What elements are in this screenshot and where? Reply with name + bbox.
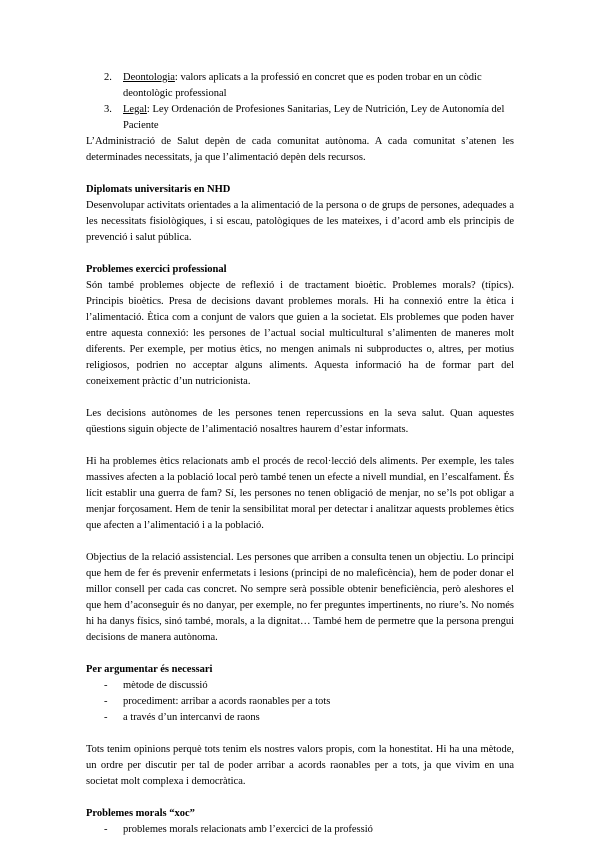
dash-bullet: - xyxy=(104,696,108,707)
spacer xyxy=(86,390,514,406)
numbered-item-legal xyxy=(86,102,514,134)
item-text: : Ley Ordenación de Profesiones Sanitarias, Ley de Nutrición, Ley de Autonomía del Paciente xyxy=(123,104,505,131)
spacer xyxy=(86,726,514,742)
item-term-legal: Legal xyxy=(123,104,147,115)
item-term-deontologia: Deontologia xyxy=(123,72,175,83)
section-text-nhd: Desenvolupar activitats orientades a la alimentació de la persona o de grups de persones, adequades a les necessitats fisiològiques, i si escau, patològiques de les mateixes, i d’acord amb els principis de prevenció i salut pública. xyxy=(86,200,514,243)
problems-paragraph-4: Objectius de la relació assistencial. Les persones que arriben a consulta tenen un objectiu. Lo principi que hem de fer és prevenir enfermetats i lesions (principi de no maleficència), hem de poder donar el millor consell per cada cas concret. No sempre serà possible obtenir beneficiència, però aleshores el que hem d’aconseguir és no danyar, per exemple, no fer preguntes impertinents, no riure’s. No només hi ha danys físics, sinó també, morals, a la dignitat… També hem de permetre que la persona prengui decisions de manera autònoma. xyxy=(86,552,514,643)
list-item xyxy=(86,710,514,726)
xoc-list xyxy=(86,822,514,838)
list-item-text: a través d’un intercanvi de raons xyxy=(123,712,260,723)
spacer xyxy=(86,246,514,262)
list-item-text: problemes morals relacionats amb l’exercici de la professió xyxy=(123,824,373,835)
spacer xyxy=(86,438,514,454)
list-item xyxy=(86,694,514,710)
item-text: : valors aplicats a la professió en concret que es poden trobar en un còdic deontològic professional xyxy=(123,72,482,99)
section-heading-nhd: Diplomats universitaris en NHD xyxy=(86,184,231,195)
section-heading-problems: Problemes exercici professional xyxy=(86,264,227,275)
list-item-text: procediment: arribar a acords raonables per a tots xyxy=(123,696,331,707)
item-number: 3. xyxy=(104,104,112,115)
document-body xyxy=(86,70,514,838)
problems-paragraph-3: Hi ha problemes ètics relacionats amb el procés de recol·lecció dels aliments. Per exemple, les tales massives afecten a la població local però també tenen un efecte a nivell mundial, en l’escalfament. És lícit establir una guerra de fam? Sí, les persones no tenen obligació de menjar, no se’ls pot obligar a menjar forçosament. Hem de tenir la sensibilitat moral per detectar i analitzar aquests problemes ètics que afecten a l’alimentació i a la població. xyxy=(86,456,514,531)
item-number: 2. xyxy=(104,72,112,83)
list-item-text: mètode de discussió xyxy=(123,680,208,691)
section-heading-argue: Per argumentar és necessari xyxy=(86,664,213,675)
spacer xyxy=(86,790,514,806)
list-item xyxy=(86,822,514,838)
spacer xyxy=(86,646,514,662)
intro-paragraph: L’Administració de Salut depèn de cada comunitat autònoma. A cada comunitat s’atenen les determinades necessitats, ja que l’alimentació depèn dels recursos. xyxy=(86,136,514,163)
problems-paragraph-1: Són també problemes objecte de reflexió i de tractament bioètic. Problemes morals? (típics). Principis bioètics. Presa de decisions davant problemes morals. Hi ha connexió entre la ètica i l’alimentació. Ètica com a conjunt de valors que guien a la societat. Els problemes que poden haver entre aquesta connexió: les persones de l’actual social multicultural s’alimenten de maneres molt diferents. Per exemple, per motius ètics, no mengen animals ni subproductes o, altres, per motius religiosos, podrien no acceptar alguns aliments. Aquesta informació ha de formar part del coneixement pràctic d’un nutricionista. xyxy=(86,280,514,387)
spacer xyxy=(86,534,514,550)
dash-bullet: - xyxy=(104,712,108,723)
problems-paragraph-2: Les decisions autònomes de les persones tenen repercussions en la seva salut. Quan aquestes qüestions siguin objecte de l’alimentació nosaltres haurem d’estar informats. xyxy=(86,408,514,435)
numbered-item-deontologia xyxy=(86,70,514,102)
dash-bullet: - xyxy=(104,824,108,835)
dash-bullet: - xyxy=(104,680,108,691)
argue-paragraph: Tots tenim opinions perquè tots tenim els nostres valors propis, com la honestitat. Hi ha una mètode, un ordre per discutir per tal de poder arribar a acords raonables per a tots, ja que vivim en una societat molt complexa i democràtica. xyxy=(86,744,514,787)
section-heading-xoc: Problemes morals “xoc” xyxy=(86,808,195,819)
list-item xyxy=(86,678,514,694)
spacer xyxy=(86,166,514,182)
argue-list xyxy=(86,678,514,726)
